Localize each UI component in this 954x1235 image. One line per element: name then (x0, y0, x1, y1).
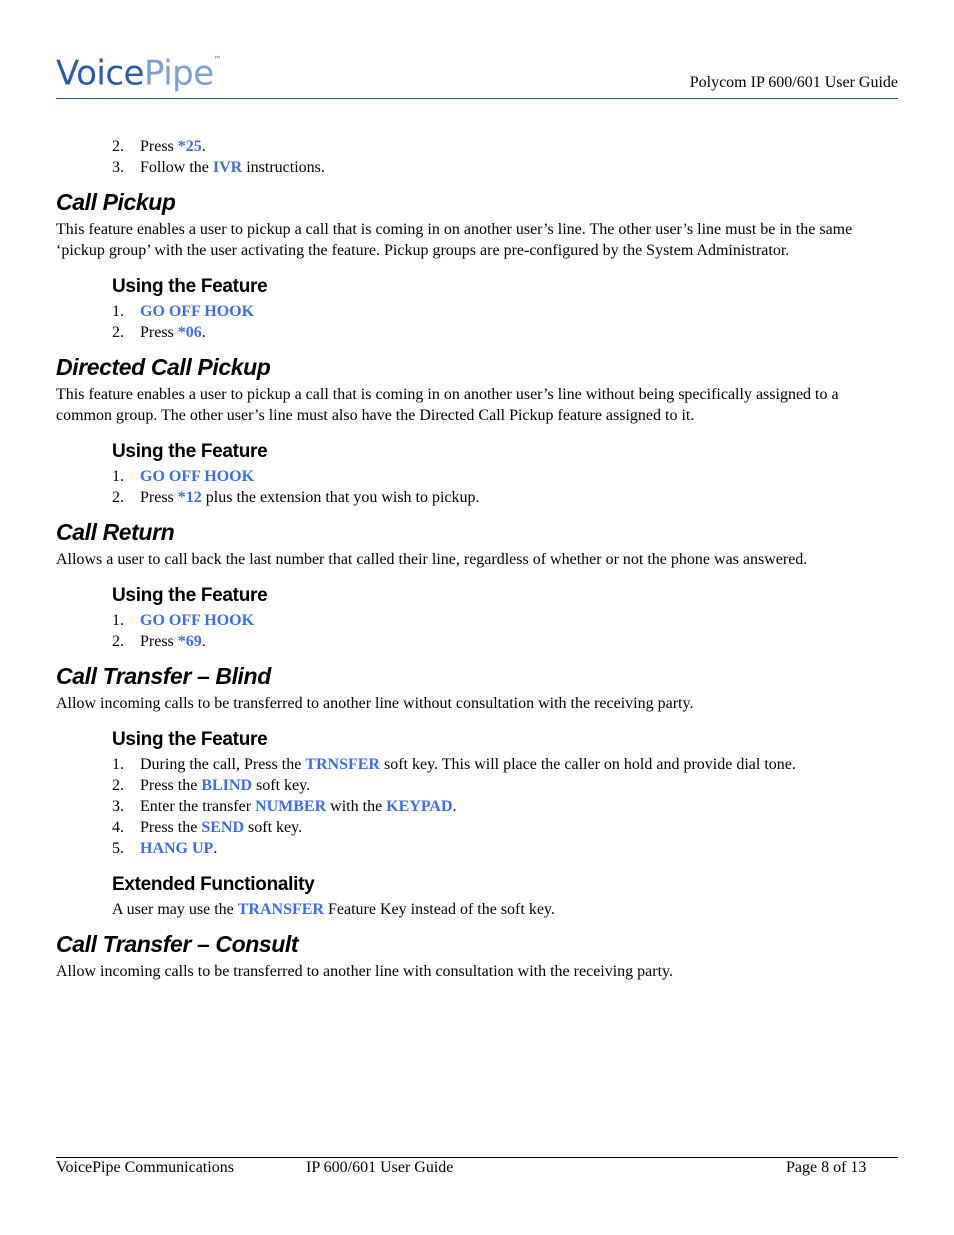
list-item (56, 136, 898, 157)
subsection-title: Using the Feature (112, 729, 268, 750)
step-text: Press the (140, 777, 202, 794)
step-text: Press (140, 633, 178, 650)
step-number: 3. (112, 159, 124, 176)
step-text: . (201, 324, 206, 341)
section-title-call-return: Call Return (56, 519, 175, 545)
step-keyword: *06 (177, 324, 202, 341)
extended-body (56, 899, 898, 920)
header-doc-title: Polycom IP 600/601 User Guide (689, 74, 898, 91)
step-keyword: SEND (201, 819, 245, 836)
intro-steps (56, 136, 898, 178)
list-item (56, 754, 898, 775)
list-item (56, 466, 898, 487)
list-item (56, 157, 898, 178)
step-text: with the (326, 798, 387, 815)
page-header (56, 48, 898, 99)
step-number: 1. (112, 756, 124, 773)
page-footer (56, 1157, 898, 1184)
section-title-call-pickup: Call Pickup (56, 189, 176, 215)
list-item (56, 610, 898, 631)
step-text: Press (140, 138, 178, 155)
step-text: soft key. (252, 777, 311, 794)
step-keyword: HANG UP (140, 840, 214, 857)
subsection-title: Using the Feature (112, 585, 268, 606)
step-number: 1. (112, 303, 124, 320)
subsection-title-extended: Extended Functionality (112, 874, 315, 895)
body-text: Feature Key instead of the soft key. (323, 901, 555, 918)
voicepipe-logo (56, 50, 221, 93)
step-number: 5. (112, 840, 124, 857)
step-text: instructions. (242, 159, 325, 176)
step-keyword: GO OFF HOOK (140, 612, 255, 629)
body-text: A user may use the (112, 901, 238, 918)
footer-guide: IP 600/601 User Guide (306, 1159, 454, 1176)
step-number: 1. (112, 612, 124, 629)
step-number: 3. (112, 798, 124, 815)
list-item (56, 301, 898, 322)
section-body: Allow incoming calls to be transferred to another line without consultation with the receiving party. (56, 695, 694, 712)
list-item (56, 631, 898, 652)
step-keyword: *25 (177, 138, 202, 155)
step-text: . (201, 633, 206, 650)
logo-tm: ™ (213, 55, 222, 64)
step-text: . (201, 138, 206, 155)
page-content (56, 136, 898, 982)
list-item (56, 322, 898, 343)
step-keyword: BLIND (201, 777, 253, 794)
step-number: 1. (112, 468, 124, 485)
logo-pipe: Pipe (143, 53, 214, 94)
step-number: 2. (112, 633, 124, 650)
step-keyword: KEYPAD (386, 798, 453, 815)
list-item (56, 796, 898, 817)
body-keyword: TRANSFER (237, 901, 324, 918)
section-title-directed-call-pickup: Directed Call Pickup (56, 354, 271, 380)
step-text: Press (140, 324, 178, 341)
step-text: During the call, Press the (140, 756, 306, 773)
section-body: Allows a user to call back the last number that called their line, regardless of whether or not the phone was answered. (56, 551, 808, 568)
footer-page-number: Page 8 of 13 (786, 1159, 867, 1176)
section-title-call-transfer-blind: Call Transfer – Blind (56, 663, 271, 689)
subsection-title: Using the Feature (112, 276, 268, 297)
step-text: Press the (140, 819, 202, 836)
subsection-title: Using the Feature (112, 441, 268, 462)
step-keyword: NUMBER (255, 798, 327, 815)
step-number: 2. (112, 777, 124, 794)
list-item (56, 838, 898, 859)
step-keyword: *69 (177, 633, 202, 650)
step-number: 2. (112, 138, 124, 155)
section-body: This feature enables a user to pickup a call that is coming in on another user’s line. The other user’s line must be in the same ‘pickup group’ with the user activating the feature. Pickup groups are pre-configured by the System Administrator. (56, 221, 853, 259)
step-text: soft key. (244, 819, 303, 836)
list-item (56, 487, 898, 508)
step-text: plus the extension that you wish to pickup. (201, 489, 480, 506)
step-keyword: IVR (212, 159, 243, 176)
step-keyword: TRNSFER (305, 756, 380, 773)
section-body: This feature enables a user to pickup a call that is coming in on another user’s line without being specifically assigned to a common group. The other user’s line must also have the Directed Call Pickup feature assigned to it. (56, 386, 839, 424)
step-text: . (452, 798, 457, 815)
list-item (56, 775, 898, 796)
step-text: Follow the (140, 159, 213, 176)
step-number: 4. (112, 819, 124, 836)
logo-voice: Voice (56, 53, 144, 94)
section-body: Allow incoming calls to be transferred to another line with consultation with the receiving party. (56, 963, 674, 980)
step-keyword: GO OFF HOOK (140, 303, 255, 320)
step-text: Press (140, 489, 178, 506)
footer-company: VoicePipe Communications (56, 1159, 234, 1176)
list-item (56, 817, 898, 838)
step-number: 2. (112, 324, 124, 341)
step-keyword: *12 (177, 489, 202, 506)
step-text: soft key. This will place the caller on hold and provide dial tone. (379, 756, 796, 773)
step-number: 2. (112, 489, 124, 506)
step-text: Enter the transfer (140, 798, 256, 815)
step-keyword: GO OFF HOOK (140, 468, 255, 485)
section-title-call-transfer-consult: Call Transfer – Consult (56, 931, 299, 957)
step-text: . (213, 840, 218, 857)
